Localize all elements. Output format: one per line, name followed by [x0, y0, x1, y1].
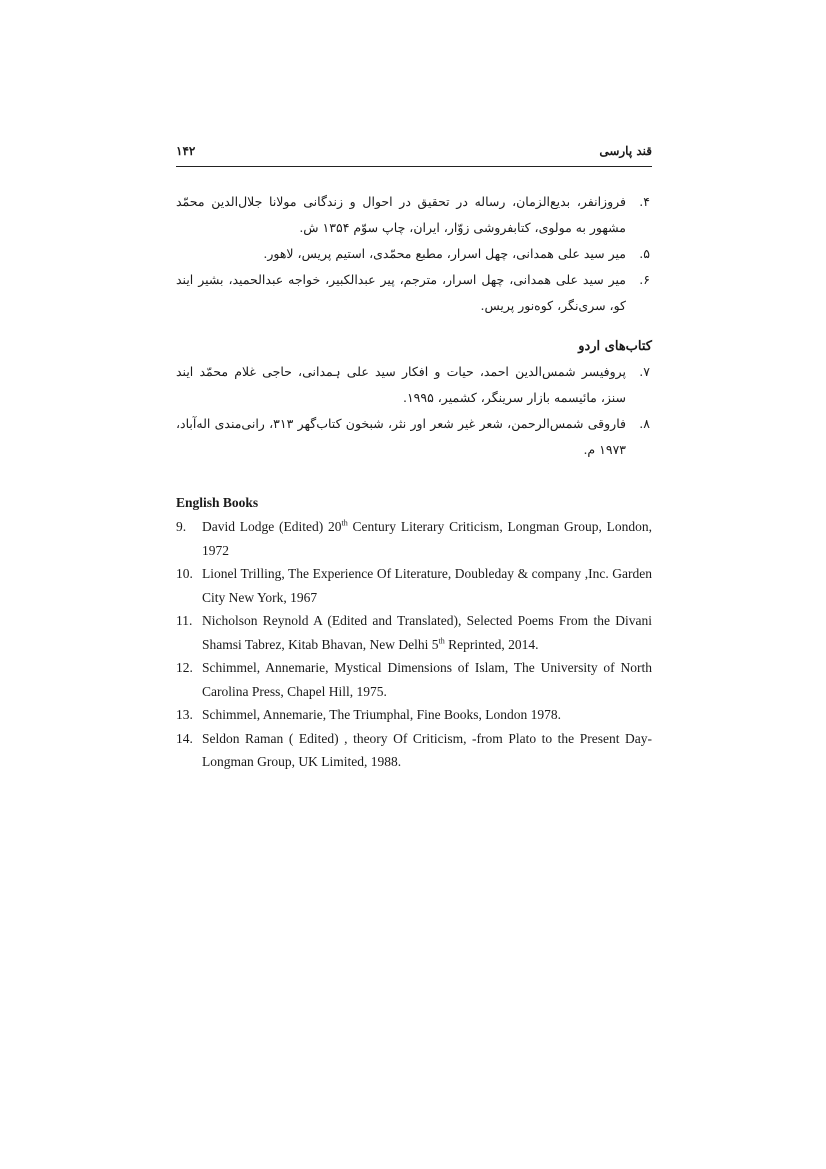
- reference-text: Nicholson Reynold A (Edited and Translated), Selected Poems From the Divani Shamsi Tabrez, Kitab Bhavan, New Delhi 5: [202, 613, 652, 652]
- urdu-references: [176, 359, 652, 463]
- running-header: [176, 140, 652, 167]
- reference-number: ۶.: [639, 272, 650, 287]
- reference-number: 12.: [176, 660, 193, 675]
- reference-text: Schimmel, Annemarie, Mystical Dimensions of Islam, The University of North Carolina Press, Chapel Hill, 1975.: [202, 660, 652, 699]
- reference-item: [176, 359, 652, 411]
- page-number: ۱۴۲: [176, 144, 196, 158]
- reference-text: پروفیسر شمس‌الدین احمد، حیات و افکار سید علی ہمدانی، حاجی غلام محمّد ایند سنز، مائیسمه بازار سرینگر، کشمیر، ۱۹۹۵.: [176, 364, 626, 405]
- reference-item: [176, 609, 652, 656]
- reference-number: 10.: [176, 566, 193, 581]
- reference-text: Seldon Raman ( Edited) , theory Of Criticism, -from Plato to the Present Day-Longman Group, UK Limited, 1988.: [202, 730, 652, 769]
- english-books-heading: English Books: [176, 495, 259, 510]
- reference-text-cont: Reprinted, 2014.: [444, 636, 539, 652]
- ordinal-suffix: th: [341, 518, 348, 528]
- reference-number: ۷.: [639, 364, 650, 379]
- journal-title: قند پارسی: [599, 144, 652, 158]
- reference-text: میر سید علی همدانی، چهل اسرار، مترجم، پیر عبدالکبیر، خواجه عبدالحمید، بشیر ایند کو، سری‌نگر، کوه‌نور پریس.: [176, 272, 626, 313]
- reference-item: [176, 727, 652, 774]
- reference-item: [176, 562, 652, 609]
- reference-text: Schimmel, Annemarie, The Triumphal, Fine Books, London 1978.: [202, 707, 561, 722]
- reference-text: Lionel Trilling, The Experience Of Literature, Doubleday & company ,Inc. Garden City New York, 1967: [202, 566, 652, 605]
- reference-item: [176, 189, 652, 241]
- reference-text: David Lodge (Edited) 20: [202, 519, 342, 534]
- reference-item: [176, 656, 652, 703]
- english-references: [176, 515, 652, 774]
- reference-number: ۵.: [639, 246, 650, 261]
- reference-item: [176, 241, 652, 267]
- reference-number: ۴.: [639, 194, 650, 209]
- reference-number: 13.: [176, 707, 193, 722]
- reference-item: [176, 703, 652, 727]
- reference-item: [176, 411, 652, 463]
- reference-text: میر سید علی همدانی، چهل اسرار، مطبع محمّدی، استیم پریس، لاهور.: [263, 246, 626, 261]
- ordinal-suffix: th: [438, 636, 445, 645]
- reference-number: ۸.: [639, 416, 650, 431]
- reference-number: 14.: [176, 730, 193, 746]
- reference-number: 9.: [176, 519, 187, 534]
- reference-text: فاروقی شمس‌الرحمن، شعر غیر شعر اور نثر، شبخون کتاب‌گهر ۳۱۳، رانی‌مندی اله‌آباد، ۱۹۷۳ م.: [176, 416, 627, 457]
- reference-item: [176, 515, 652, 562]
- reference-text-cont: Century Literary Criticism, Longman Group, London, 1972: [202, 519, 652, 558]
- page-content: [176, 140, 652, 774]
- reference-text: فروزانفر، بدیع‌الزمان، رساله در تحقیق در احوال و زندگانی مولانا جلال‌الدین محمّد مشهور به مولوی، کتابفروشی زوّار، ایران، چاپ سوّم ۱۳۵۴ ش.: [176, 194, 626, 235]
- reference-item: [176, 267, 652, 319]
- reference-number: 11.: [176, 613, 193, 628]
- persian-references: [176, 189, 652, 319]
- urdu-books-heading: کتاب‌های اردو: [578, 339, 652, 354]
